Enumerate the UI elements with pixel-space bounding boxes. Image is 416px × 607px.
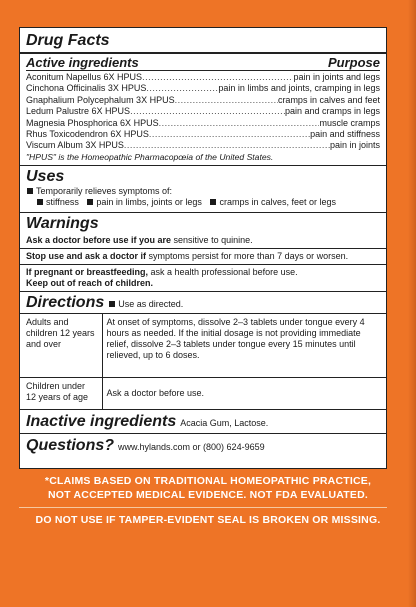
leader-dots — [159, 118, 320, 129]
ingredient-row — [26, 140, 380, 151]
ingredient-name: Cinchona Officinalis 3X HPUS — [26, 83, 147, 94]
keep-out-warning: Keep out of reach of children. — [26, 277, 154, 288]
active-ingredients-header — [26, 55, 380, 71]
ingredient-row — [26, 95, 380, 106]
uses-intro — [26, 186, 380, 198]
inactive-ingredients-heading: Inactive ingredients — [26, 413, 177, 431]
pregnancy-label: If pregnant or breastfeeding, — [26, 266, 149, 277]
ingredient-row — [26, 118, 380, 129]
warnings-section — [20, 213, 386, 292]
divider — [19, 507, 387, 508]
ask-doctor-warning — [26, 233, 380, 248]
uses-heading: Uses — [26, 167, 65, 185]
ingredient-name: Rhus Toxicodendron 6X HPUS — [26, 129, 149, 140]
questions-heading: Questions? — [26, 437, 115, 455]
directions-section — [20, 292, 386, 411]
ingredient-name: Aconitum Napellus 6X HPUS — [26, 72, 143, 82]
claims-line-1: *CLAIMS BASED ON TRADITIONAL HOMEOPATHIC PRACTICE, — [44, 475, 372, 487]
table-row — [20, 313, 386, 377]
inactive-ingredients-text: Acacia Gum, Lactose. — [180, 418, 269, 429]
stop-use-warning — [20, 248, 386, 264]
ingredient-purpose: pain in joints and legs — [293, 72, 380, 82]
box-edge-shadow — [408, 0, 416, 607]
directions-note-text: Use as directed. — [118, 298, 184, 309]
ask-doctor-text: sensitive to quinine. — [171, 234, 253, 245]
inactive-ingredients-section — [20, 410, 386, 434]
symptom: stiffness — [46, 197, 79, 208]
pregnancy-warning — [20, 264, 386, 291]
leader-dots — [149, 129, 310, 140]
ingredient-name: Magnesia Phosphorica 6X HPUS — [26, 117, 159, 128]
leader-dots — [142, 72, 293, 83]
tamper-warning: DO NOT USE IF TAMPER-EVIDENT SEAL IS BROKEN OR MISSING. — [35, 514, 381, 526]
ingredient-row — [26, 129, 380, 140]
uses-section — [20, 166, 386, 213]
questions-section — [20, 434, 386, 457]
ask-doctor-label: Ask a doctor before use if you are — [26, 234, 172, 245]
bullet-square-icon — [37, 199, 43, 205]
bullet-square-icon — [210, 199, 216, 205]
directions-table — [20, 313, 386, 410]
claims-disclaimer — [0, 474, 416, 502]
ingredient-purpose: pain in joints — [329, 140, 380, 151]
symptom: cramps in calves, feet or legs — [219, 197, 337, 208]
warnings-heading: Warnings — [26, 214, 99, 232]
ingredient-row — [26, 83, 380, 94]
claims-line-2: NOT ACCEPTED MEDICAL EVIDENCE. NOT FDA EVALUATED. — [48, 489, 368, 501]
leader-dots — [130, 106, 285, 117]
ingredient-row — [26, 106, 380, 117]
bullet-square-icon — [87, 199, 93, 205]
ingredient-purpose: muscle cramps — [319, 117, 380, 128]
drug-facts-panel — [19, 27, 387, 469]
directions-note — [108, 299, 183, 309]
hpus-note: "HPUS" is the Homeopathic Pharmacopœia of the United States. — [26, 151, 274, 162]
ingredient-name: Gnaphalium Polycephalum 3X HPUS — [26, 94, 175, 105]
uses-symptoms — [26, 197, 380, 209]
leader-dots — [175, 95, 278, 106]
ingredient-row — [26, 72, 380, 83]
age-group-cell: Adults and children 12 years and over — [20, 313, 102, 377]
drug-facts-title: Drug Facts — [26, 32, 110, 49]
stop-use-label: Stop use and ask a doctor if — [26, 250, 147, 261]
stop-use-text: symptoms persist for more than 7 days or worsen. — [146, 250, 349, 261]
directions-header — [26, 293, 380, 312]
ingredient-purpose: pain in limbs and joints, cramping in legs — [218, 83, 380, 94]
drug-facts-header — [20, 28, 386, 54]
bullet-square-icon — [27, 188, 33, 194]
leader-dots — [124, 140, 330, 151]
pregnancy-text: ask a health professional before use. — [148, 266, 298, 277]
purpose-heading: Purpose — [327, 55, 380, 70]
active-ingredients-section — [20, 54, 386, 166]
ingredient-name: Viscum Album 3X HPUS — [26, 140, 124, 151]
bullet-square-icon — [109, 301, 115, 307]
ingredient-purpose: pain and stiffness — [310, 129, 380, 140]
dosage-cell: Ask a doctor before use. — [102, 377, 386, 409]
uses-intro-text: Temporarily relieves symptoms of: — [36, 185, 173, 196]
age-group-cell: Children under 12 years of age — [20, 377, 102, 409]
leader-dots — [146, 83, 218, 94]
directions-heading: Directions — [26, 293, 105, 311]
dosage-cell: At onset of symptoms, dissolve 2–3 tablets under tongue every 4 hours as needed. If the initial dosage is not providing immediate relief, dissolve 2–3 tablets under tongue every 15 minutes until relieved, up to 6 doses. — [102, 313, 386, 377]
active-ingredients-heading: Active ingredients — [26, 55, 139, 70]
ingredient-name: Ledum Palustre 6X HPUS — [26, 106, 131, 117]
ingredient-purpose: cramps in calves and feet — [277, 94, 380, 105]
symptom: pain in limbs, joints or legs — [96, 197, 202, 208]
questions-contact[interactable]: www.hylands.com or (800) 624-9659 — [118, 442, 265, 453]
ingredient-purpose: pain and cramps in legs — [284, 106, 380, 117]
table-row — [20, 377, 386, 409]
